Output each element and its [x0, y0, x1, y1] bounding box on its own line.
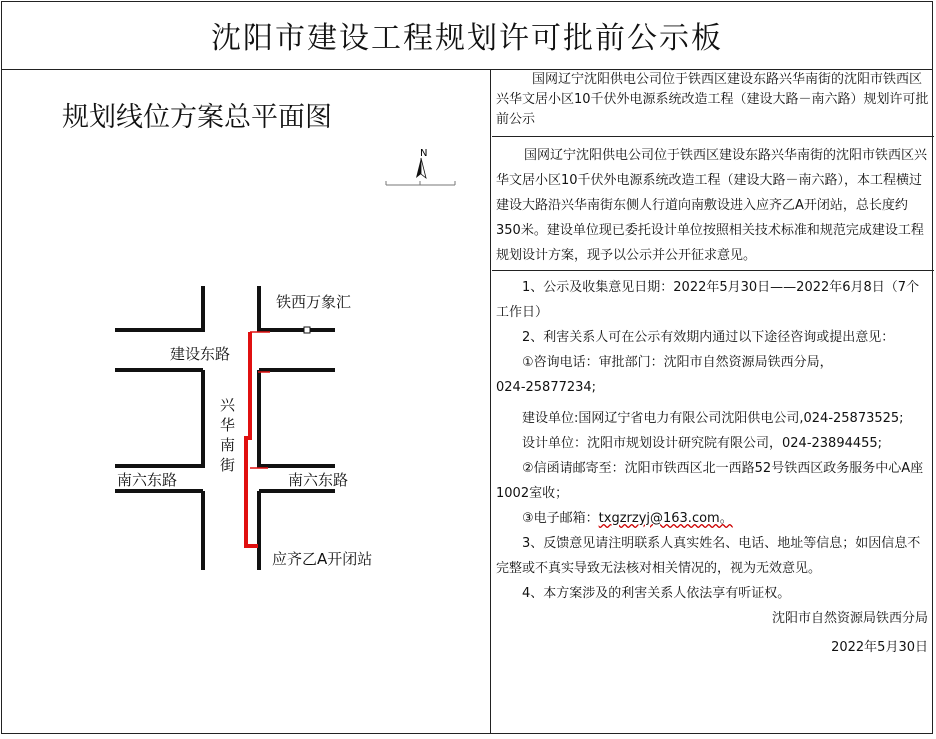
compass-letter: N [420, 148, 428, 159]
label-xinghua-char: 南 [220, 436, 236, 454]
column-divider [490, 70, 491, 734]
north-arrow-icon [386, 148, 455, 185]
notice-date: 2022年5月30日 [831, 640, 928, 655]
station-marker [304, 327, 310, 333]
map-title: 规划线位方案总平面图 [62, 102, 332, 133]
intro-separator [492, 268, 934, 271]
label-nanliu-east-right: 南六东路 [288, 471, 349, 489]
notice-designer: 设计单位：沈阳市规划设计研究院有限公司，024-23894455; [522, 436, 883, 451]
notice-signature: 沈阳市自然资源局铁西分局 [771, 611, 928, 626]
site-plan-map [0, 70, 490, 734]
cable-route-line [246, 332, 258, 546]
notice-heading: 国网辽宁沈阳供电公司位于铁西区建设东路兴华南街的沈阳市铁西区兴华文居小区10千伏外电源系统改造工程（建设大路－南六路）规划许可批前公示 [496, 72, 929, 127]
label-jianshe-east-road: 建设东路 [170, 345, 231, 363]
notice-email [492, 506, 934, 531]
board-title: 沈阳市建设工程规划许可批前公示板 [1, 1, 933, 70]
notice-phone-number: 024-25877234; [496, 380, 597, 395]
label-tiexi-wanxiang: 铁西万象汇 [276, 293, 352, 311]
heading-separator [492, 130, 934, 137]
notice-item-1: 1、公示及收集意见日期：2022年5月30日——2022年6月8日（7个工作日） [496, 280, 920, 320]
notice-mail: ②信函请邮寄至：沈阳市铁西区北一西路52号铁西区政务服务中心A座1002室收； [496, 461, 924, 501]
label-yingqi-station: 应齐乙A开闭站 [272, 550, 373, 568]
label-nanliu-east-left: 南六东路 [117, 471, 178, 489]
label-xinghua-char: 华 [220, 416, 236, 434]
notice-item-4: 4、本方案涉及的利害关系人依法享有听证权。 [522, 586, 791, 601]
notice-intro: 国网辽宁沈阳供电公司位于铁西区建设东路兴华南街的沈阳市铁西区兴华文居小区10千伏外电源系统改造工程（建设大路－南六路），本工程横过建设大路沿兴华南街东侧人行道向南敷设进入应齐乙A开闭站，总长度约350米。建设单位现已委托设计单位按照相关技术标准和规范完成建设工程规划设计方案，现予以公示并公开征求意见。 [496, 148, 928, 263]
notice-item-2: 2、利害关系人可在公示有效期内通过以下途径咨询或提出意见： [522, 330, 895, 345]
notice-column [492, 70, 934, 660]
notice-builder: 建设单位:国网辽宁省电力有限公司沈阳供电公司,024-25873525; [522, 411, 904, 426]
notice-item-3: 3、反馈意见请注明联系人真实姓名、电话、地址等信息；如因信息不完整或不真实导致无法核对相关情况的，视为无效意见。 [496, 536, 921, 576]
notice-phone-line: ①咨询电话：审批部门：沈阳市自然资源局铁西分局， [522, 355, 833, 370]
email-link[interactable]: txgzrzyj@163.com。 [598, 511, 733, 526]
email-label: ③电子邮箱： [522, 511, 599, 526]
label-xinghua-char: 街 [220, 456, 236, 474]
label-xinghua-char: 兴 [220, 396, 236, 414]
